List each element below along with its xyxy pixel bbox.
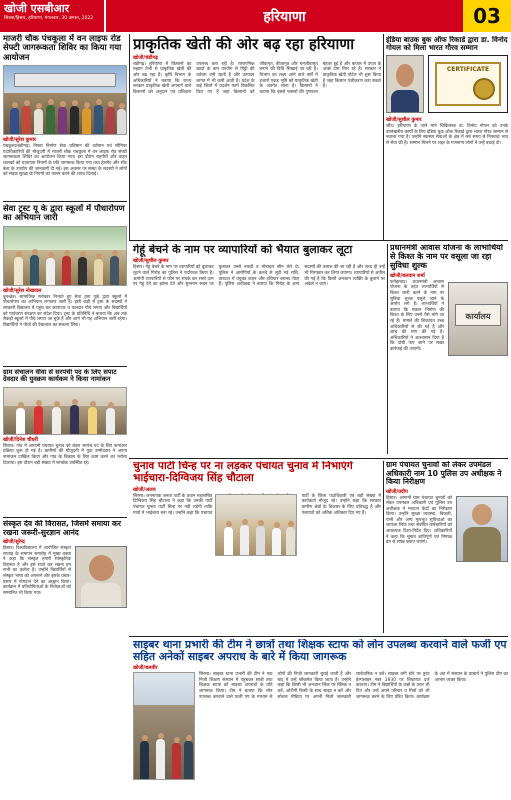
headline: प्राकृतिक खेती की ओर बढ़ रहा हरियाणा bbox=[133, 36, 355, 53]
story-village-councillor bbox=[3, 369, 127, 515]
section-title: हरियाणा bbox=[104, 0, 463, 32]
masthead bbox=[0, 0, 511, 32]
story-body: हिसार। विश्वविद्यालय में आयोजित संस्कृत सप्ताह के समापन समारोह में मुख्य वक्ता ने कहा कि संस्कृत हमारी सांस्कृतिक विरासत है और इसे संजो कर रखना हम सभी का कर्तव्य है। उन्होंने विद्यार्थियों से संस्कृत भाषा को अपनाने और इसके प्रचार-प्रसार में योगदान देने का आह्वान किया। कार्यक्रम में प्रतियोगिताओं के विजेताओं को सम्मानित भी किया गया। bbox=[3, 546, 71, 596]
paper-brand bbox=[0, 0, 104, 32]
certificate-image bbox=[428, 55, 508, 113]
story-photo bbox=[215, 494, 297, 556]
story-photo bbox=[133, 672, 195, 780]
headline: माजरी चौक पंचकूला में वन लाइफ रोड सेफ्टी जागरूकता शिविर का किया गया आयोजन bbox=[3, 34, 122, 62]
story-photo bbox=[3, 387, 127, 435]
story-chautala bbox=[133, 461, 381, 633]
byline: खोजी/अजय bbox=[133, 486, 156, 493]
byline: खोजी/सुरेन्द्र bbox=[3, 539, 25, 545]
byline: खोजी/बलवीर bbox=[133, 665, 158, 672]
story-natural-farming bbox=[133, 36, 381, 236]
doctor-portrait bbox=[386, 55, 424, 113]
seal-icon bbox=[473, 78, 495, 100]
story-body: पंचकूला/चंडीगढ़। निफ्टा निर्माण सेवा प्रतिष्ठान की वर्तमान एवं सीनियर पदाधिकारियों की मौजूदगी में माजरी चौक पंचकूला में वन लाइफ रोड सेफ्टी जागरूकता शिविर का आयोजन किया गया। इस दौरान राहगीरों और वाहन चालकों को यातायात नियमों के प्रति जागरूक किया गया तथा हेलमेट और सीट बेल्ट के उपयोग की जानकारी दी गई। इस अवसर पर संस्था के सदस्यों ने लोगों को सड़क सुरक्षा के नियमों का पालन करने की शपथ दिलाई। bbox=[3, 144, 127, 178]
byline: खोजी/सुरेश नोखवाल bbox=[3, 287, 42, 294]
story-body: फतेहाबाद। प्रधानमंत्री आवास योजना के तहत लाभार्थियों से किश्त जारी करने के नाम पर सुविधा शुल्क वसूले जाने के आरोप लगे हैं। लाभार्थियों ने बताया कि मकान निर्माण की किश्त के लिए उनसे पैसे मांगे जा रहे हैं। मामले की शिकायत उच्च अधिकारियों से की गई है और जांच की मांग की गई है। अधिकारियों ने आश्वासन दिया है कि दोषी पाए जाने पर सख्त कार्रवाई की जाएगी। bbox=[390, 279, 444, 352]
story-panchayat-officers bbox=[386, 461, 508, 633]
headline: इंडिया बाउक बुक ऑफ रिकार्ड द्वारा डा. विनोद गोयल को मिला भारत गौरव सम्मान bbox=[386, 36, 508, 53]
byline: खोजी/दिनेश चौधरी bbox=[3, 436, 38, 443]
headline: साइबर थाना प्रभारी की टीम ने छात्रों तथा शिक्षक स्टाफ को लोन उपलब्ध करवाने वाले फर्जी एप सहित अनेकों साइबर अपराध के बारे में किया जागरूक bbox=[133, 639, 507, 664]
story-award bbox=[386, 36, 508, 238]
story-road-safety bbox=[3, 34, 127, 200]
byline: खोजी/सुशील कुमार bbox=[386, 117, 422, 124]
story-body: सिरसा। साइबर थाना प्रभारी की टीम ने एक निजी शिक्षण संस्थान में पहुंचकर छात्रों तथा शिक्षक स्टाफ को साइबर अपराधों के प्रति जागरूक किया। टीम ने बताया कि लोन उपलब्ध करवाने वाले फर्जी एप के माध्यम से लोगों की निजी जानकारी चुराई जाती है और बाद में उन्हें ब्लैकमेल किया जाता है। उन्होंने कहा कि किसी भी अनजान लिंक पर क्लिक न करें, ओटीपी किसी के साथ साझा न करें और सोशल मीडिया पर अपनी निजी जानकारी सार्वजनिक न करें। साइबर ठगी होने पर तुरंत हेल्पलाइन नंबर 1930 पर शिकायत दर्ज करवाएं। टीम ने विद्यार्थियों के प्रश्नों के उत्तर भी दिए और उन्हें अपने परिवार व मित्रों को भी जागरूक करने के लिए प्रेरित किया। कार्यक्रम के अंत में संस्थान के प्राचार्य ने पुलिस टीम का आभार व्यक्त किया। bbox=[199, 672, 508, 700]
story-body: कुरुक्षेत्र। सामाजिक सरोकार निभाते हुए सेवा ट्रस्ट यूके द्वारा स्कूलों में पौधारोपण का अभियान लगातार जारी है। इसी कड़ी में ट्रस्ट के सदस्यों ने सरकारी विद्यालय में पहुंच कर छायादार व फलदार पौधे लगाए और विद्यार्थियों को पर्यावरण संरक्षण का संदेश दिया। ट्रस्ट के प्रतिनिधि ने बताया कि अब तक सैकड़ों स्कूलों में पौधे लगाए जा चुके हैं और आगे भी यह अभियान जारी रहेगा। विद्यार्थियों ने पौधों की देखभाल का संकल्प लिया। bbox=[3, 294, 127, 328]
byline: खोजी/सुशील कुमार bbox=[133, 258, 169, 265]
story-body: हिसार। आगामी ग्राम पंचायत चुनावों को लेकर उपमंडल अधिकारी एवं पुलिस उप अधीक्षक ने मतदान केंद्रों का निरीक्षण किया। उन्होंने सुरक्षा व्यवस्था, बिजली, पानी और अन्य मूलभूत सुविधाओं का जायजा लिया तथा संबंधित कर्मचारियों को आवश्यक दिशा-निर्देश दिए। अधिकारियों ने कहा कि चुनाव शांतिपूर्ण एवं निष्पक्ष ढंग से संपन्न कराए जाएंगे। bbox=[386, 495, 452, 546]
story-pm-awas bbox=[390, 244, 508, 456]
office-sign-text: कार्यालय bbox=[465, 312, 491, 322]
office-photo bbox=[448, 282, 508, 356]
event-banner bbox=[14, 73, 116, 87]
headline: चुनाव पार्टी चिन्ह पर ना लड़कर पंचायत चुनाव में निभाएंगे भाईचारा-दिग्विजय सिंह चौटाला bbox=[133, 461, 353, 484]
headline: गेहूं बेचने के नाम पर व्यापारियों को भैयात बुलाकर लूटा bbox=[133, 244, 353, 256]
story-wheat-loot bbox=[133, 244, 385, 456]
headline: सेवा ट्रस्ट यू के द्वारा स्कूलों में पौधारोपण का अभियान जारी bbox=[3, 204, 125, 223]
byline: खोजी/बलवान शर्मा bbox=[390, 272, 425, 279]
paper-meta-line: सिरसा/हिसार, हरियाणा, मंगलवार, 30 अगस्त, 2022 bbox=[4, 16, 94, 21]
story-body: जींद। हरियाणा के जाने माने चिकित्सक डा. विनोद गोयल को उनके उल्लेखनीय कार्यों के लिए इंडिया बुक ऑफ रिकार्ड द्वारा भारत गौरव सम्मान से नवाजा गया है। उन्होंने स्वास्थ्य सेवाओं के क्षेत्र में लंबे समय से निःस्वार्थ भाव से सेवा की है। सम्मान मिलने पर शहर के गणमान्य लोगों ने उन्हें बधाई दी। bbox=[386, 124, 508, 146]
story-body: हिसार। गेहूं बेचने के नाम पर व्यापारियों को बुलाकर लूटने वाले गिरोह का पुलिस ने पर्दाफाश किया है। आरोपी व्यापारियों से फोन पर संपर्क कर सस्ते दाम पर गेहूं देने का झांसा देते और सुनसान स्थान पर बुलाकर उनसे नकदी व मोबाइल छीन लेते थे। पुलिस ने आरोपियों के कब्जे से लूटी गई राशि, वारदात में प्रयुक्त वाहन और हथियार बरामद किए हैं। पुलिस अधीक्षक ने बताया कि गिरोह के अन्य सदस्यों की तलाश की जा रही है और जल्द ही उन्हें भी गिरफ्तार कर लिया जाएगा। व्यापारियों से अपील की गई है कि किसी अनजान व्यक्ति के बुलाने पर अकेले न जाएं। bbox=[133, 265, 385, 288]
byline: खोजी/प्रदीप bbox=[386, 488, 408, 495]
story-body: सिरसा। गांव में आगामी पंचायत चुनाव को लेकर सरपंच पद के लिए नामांकन प्रक्रिया शुरू हो गई है। ग्रामीणों की मौजूदगी में युवा उम्मीदवार ने अपना नामांकन दाखिल किया और गांव के विकास के लिए काम करने का भरोसा दिलाया। इस दौरान बड़ी संख्या में समर्थक उपस्थित रहे। bbox=[3, 443, 127, 466]
story-sanskrit bbox=[3, 520, 127, 796]
page-number: 03 bbox=[463, 0, 511, 32]
story-body: चंडीगढ़। हरियाणा में किसानों का रुझान तेजी से प्राकृतिक खेती की ओर बढ़ रहा है। कृषि विभाग के अधिकारियों ने बताया कि राज्य सरकार प्राकृतिक खेती अपनाने वाले किसानों को अनुदान एवं प्रशिक्षण उपलब्ध करा रही है। रासायनिक खादों के कम उपयोग से मिट्टी की उर्वरता बनी रहती है और उत्पादन लागत में भी कमी आती है। प्रदेश के कई जिलों में प्रदर्शन फार्म विकसित किए गए हैं जहां किसानों को जीवामृत, बीजामृत और घनजीवामृत बनाने की विधि सिखाई जा रही है। विभाग का लक्ष्य आने वाले वर्षों में हजारों एकड़ भूमि को प्राकृतिक खेती के अंतर्गत लाना है। किसानों ने बताया कि इससे फसलों की गुणवत्ता बेहतर हुई है और बाजार में उपज के अच्छे दाम मिल रहे हैं। सरकार ने प्राकृतिक खेती पोर्टल भी शुरू किया है जहां किसान पंजीकरण करा सकते हैं। bbox=[133, 61, 381, 95]
story-cyber bbox=[133, 639, 508, 797]
officer-portrait bbox=[456, 496, 508, 562]
story-seva-trust bbox=[3, 204, 127, 364]
headline: ग्राम संचालन वीवा से सरपंची पद के लिए सपाट देवदार की युवक्रम कार्यकम ने किया नामांकन bbox=[3, 369, 117, 384]
byline: खोजी/सुरेश कुमार bbox=[3, 137, 36, 144]
headline: प्रधानमंत्री आवास योजना के लाभार्थियों से किश्त के नाम पर वसूला जा रहा सुविधा शुल्क bbox=[390, 244, 503, 270]
headline: ग्राम पंचायत चुनावों को लेकर उपमंडल अधिकारी नाम 10 पुलिस उप अधीक्षक ने किया निरीक्षण bbox=[386, 461, 502, 486]
headline: संस्कृत देव की विरासत, जिसमें समाया कर रखना जरूरी-सुरज्ञान आनंद bbox=[3, 520, 121, 537]
story-body: सिरसा। जननायक जनता पार्टी के प्रधान महासचिव दिग्विजय सिंह चौटाला ने कहा कि उनकी पार्टी पंचायत चुनाव पार्टी चिन्ह पर नहीं लड़ेगी ताकि गांवों में भाईचारा बना रहे। उन्होंने कहा कि पंचायत पार्टी के जिला पदाधिकारी एवं बड़ी संख्या में कार्यकर्ता मौजूद रहे। उन्होंने कहा कि सरकार ग्रामीण क्षेत्रों के विकास के लिए प्रतिबद्ध है और पंचायतों को अधिक अधिकार दिए गए हैं। bbox=[133, 493, 381, 516]
certificate-title: CERTIFICATE bbox=[446, 66, 490, 74]
speaker-portrait bbox=[75, 546, 127, 608]
paper-name: खोजी एसबीआर bbox=[4, 2, 70, 15]
story-photo bbox=[3, 226, 127, 286]
story-photo bbox=[3, 65, 127, 135]
byline: खोजी/चंडीगढ़ bbox=[133, 54, 158, 61]
